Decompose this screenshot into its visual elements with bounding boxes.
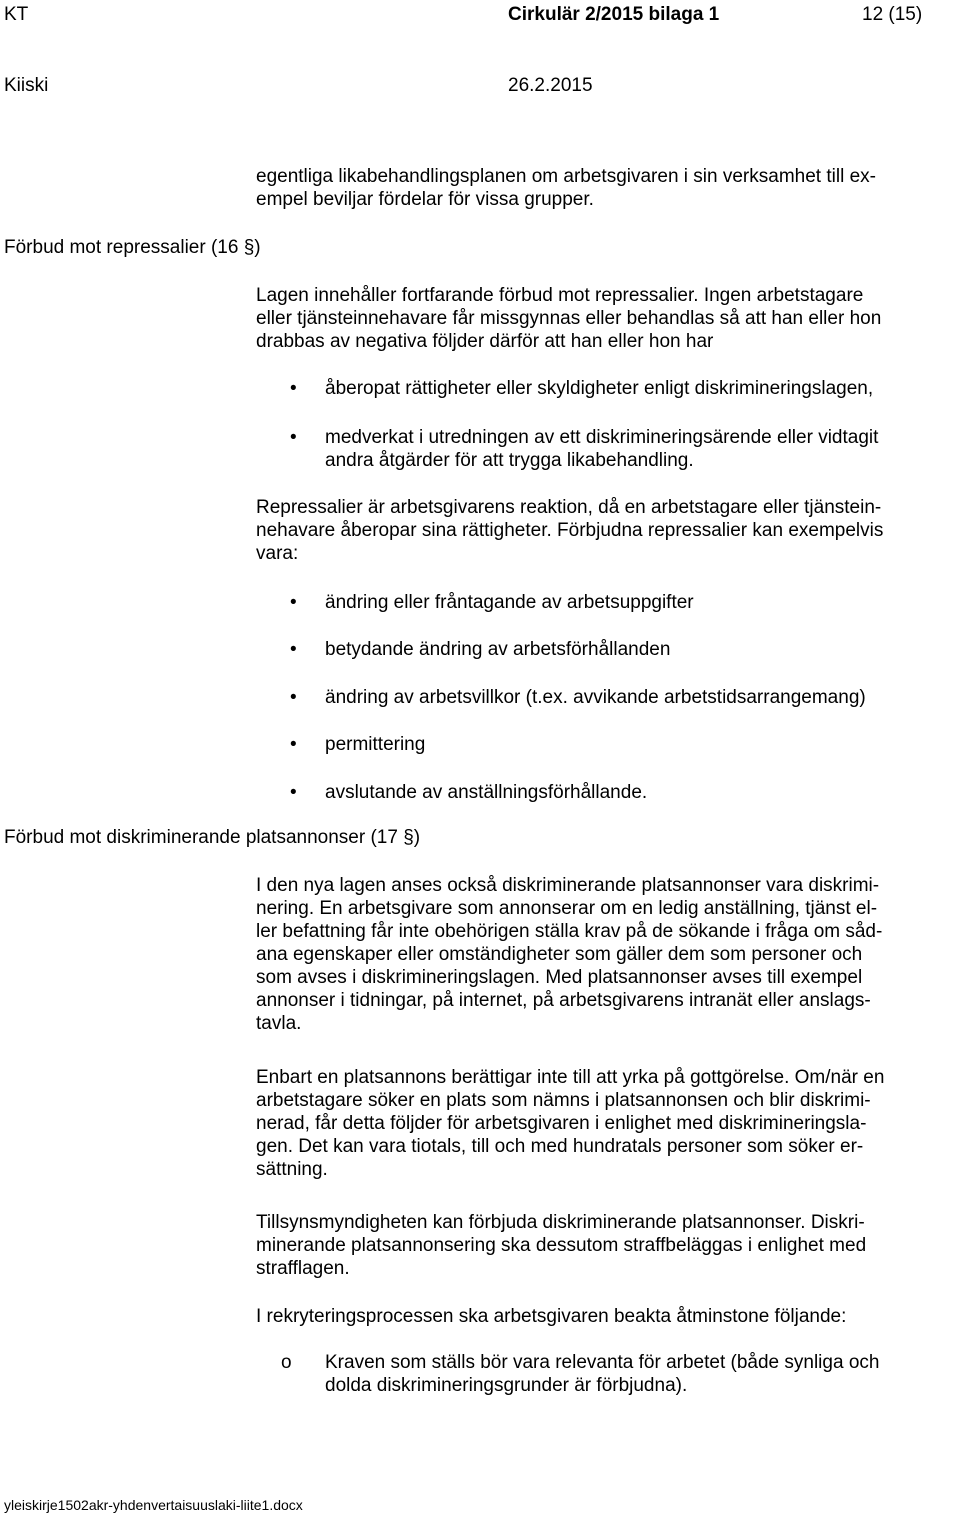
text-line: ler befattning får inte obehörigen ställa krav på de sökande i fråga om såd-	[256, 921, 883, 942]
text-line: som avses i diskrimineringslagen. Med platsannonser avses till exempel	[256, 967, 863, 988]
bullet-icon: •	[290, 782, 297, 803]
list-item: avslutande av anställningsförhållande.	[325, 782, 648, 803]
bullet-icon: •	[290, 592, 297, 613]
paragraph-repressalier	[256, 284, 960, 353]
paragraph-rekrytering	[256, 1305, 960, 1328]
text-line: nering. En arbetsgivare som annonserar om en ledig anställning, tjänst el-	[256, 898, 878, 919]
text-line: strafflagen.	[256, 1258, 350, 1279]
document-date: 26.2.2015	[508, 75, 593, 96]
list-item	[325, 377, 960, 400]
sidebar-heading-platsannonser: Förbud mot diskriminerande platsannonser (17 §)	[4, 827, 421, 848]
text-line: I den nya lagen anses också diskriminerande platsannonser vara diskrimi-	[256, 875, 880, 896]
text-line: Tillsynsmyndigheten kan förbjuda diskriminerande platsannonser. Diskri-	[256, 1212, 865, 1233]
circle-bullet-icon: o	[281, 1352, 292, 1373]
author: Kiiski	[4, 75, 49, 96]
text-line: Enbart en platsannons berättigar inte till att yrka på gottgörelse. Om/när en	[256, 1067, 885, 1088]
paragraph-gottgorelse	[256, 1066, 960, 1181]
text-line: nerad, får detta följder för arbetsgivaren i enlighet med diskrimineringsla-	[256, 1113, 867, 1134]
text-line: gen. Det kan vara tiotals, till och med hundratals personer som söker er-	[256, 1136, 864, 1157]
text-line: I rekryteringsprocessen ska arbetsgivaren beakta åtminstone följande:	[256, 1306, 847, 1327]
list-item: permittering	[325, 734, 426, 755]
text-line: eller tjänsteinnehavare får missgynnas eller behandlas så att han eller hon	[256, 308, 882, 329]
bullet-icon: •	[290, 427, 297, 448]
text-line: egentliga likabehandlingsplanen om arbetsgivaren i sin verksamhet till ex-	[256, 166, 876, 187]
text-line: Lagen innehåller fortfarande förbud mot repressalier. Ingen arbetstagare	[256, 285, 864, 306]
text-line: drabbas av negativa följder därför att han eller hon har	[256, 331, 714, 352]
paragraph-tillsyn	[256, 1211, 960, 1280]
text-line: ana egenskaper eller omständigheter som gäller dem som personer och	[256, 944, 863, 965]
text-line: tavla.	[256, 1013, 302, 1034]
text-line: sättning.	[256, 1159, 328, 1180]
list-item: betydande ändring av arbetsförhållanden	[325, 639, 671, 660]
paragraph-platsannonser	[256, 874, 960, 1035]
bullet-icon: •	[290, 734, 297, 755]
list-item: ändring eller fråntagande av arbetsuppgifter	[325, 592, 694, 613]
bullet-icon: •	[290, 687, 297, 708]
text-line: arbetstagare söker en plats som nämns i platsannonsen och blir diskrimi-	[256, 1090, 871, 1111]
paragraph-repressalier-definition	[256, 496, 960, 565]
org-code: KT	[4, 4, 29, 25]
text-line: Repressalier är arbetsgivarens reaktion, då en arbetstagare eller tjänstein-	[256, 497, 882, 518]
text-line: medverkat i utredningen av ett diskrimineringsärende eller vidtagit	[325, 427, 879, 448]
text-line: vara:	[256, 543, 299, 564]
text-line: minerande platsannonsering ska dessutom straffbeläggas i enlighet med	[256, 1235, 867, 1256]
list-item	[325, 426, 960, 472]
bullet-icon: •	[290, 639, 297, 660]
text-line: dolda diskrimineringsgrunder är förbjudna).	[325, 1375, 688, 1396]
bullet-icon: •	[290, 378, 297, 399]
page-number: 12 (15)	[862, 4, 923, 25]
list-item: ändring av arbetsvillkor (t.ex. avvikande arbetstidsarrangemang)	[325, 687, 866, 708]
paragraph-intro	[256, 165, 960, 211]
footer-filename: yleiskirje1502akr-yhdenvertaisuuslaki-liite1.docx	[4, 1497, 303, 1513]
sidebar-heading-repressalier: Förbud mot repressalier (16 §)	[4, 237, 261, 258]
text-line: Kraven som ställs bör vara relevanta för arbetet (både synliga och	[325, 1352, 880, 1373]
text-line: empel beviljar fördelar för vissa grupper.	[256, 189, 594, 210]
text-line: annonser i tidningar, på internet, på arbetsgivarens intranät eller anslags-	[256, 990, 871, 1011]
list-item	[325, 1351, 960, 1397]
text-line: andra åtgärder för att trygga likabehandling.	[325, 450, 694, 471]
text-line: nehavare åberopar sina rättigheter. Förbjudna repressalier kan exempelvis	[256, 520, 884, 541]
text-line: åberopat rättigheter eller skyldigheter enligt diskrimineringslagen,	[325, 378, 874, 399]
document-title: Cirkulär 2/2015 bilaga 1	[508, 4, 720, 25]
